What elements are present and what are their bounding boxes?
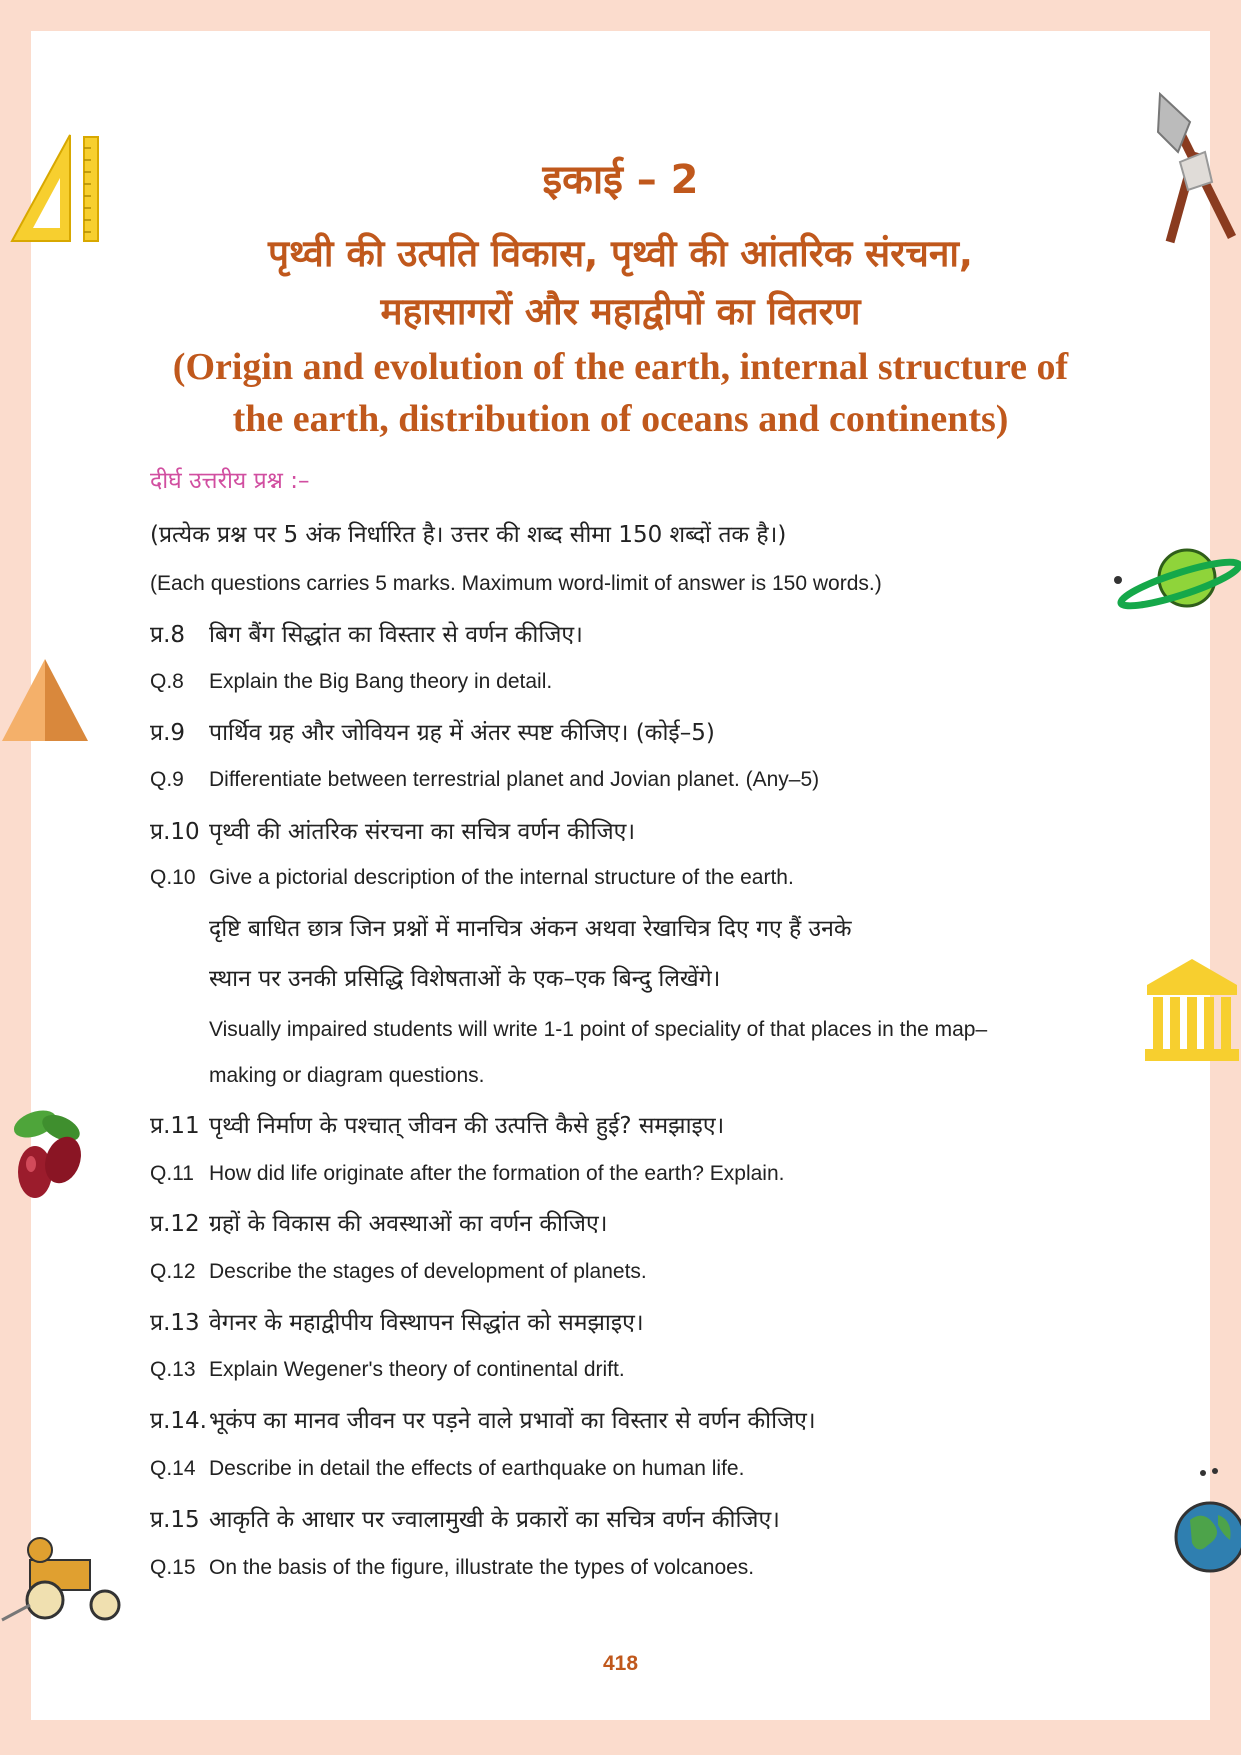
question-number: Q.9	[150, 768, 184, 791]
impaired-note-en-1: Visually impaired students will write 1-1 point of speciality of that places in the map–	[209, 1018, 988, 1041]
question-text: Give a pictorial description of the internal structure of the earth.	[209, 866, 794, 889]
question-en-9	[150, 768, 819, 792]
marks-note-hindi: (प्रत्येक प्रश्न पर 5 अंक निर्धारित है। उत्तर की शब्द सीमा 150 शब्दों तक है।)	[150, 522, 787, 548]
question-number: Q.12	[150, 1260, 196, 1283]
question-hi-10	[150, 814, 635, 846]
question-text: पृथ्वी की आंतरिक संरचना का सचित्र वर्णन कीजिए।	[209, 819, 636, 845]
question-text: बिग बैंग सिद्धांत का विस्तार से वर्णन कीजिए।	[209, 622, 583, 648]
question-en-14	[150, 1457, 744, 1481]
question-number: प्र.9	[150, 720, 186, 746]
question-text: भूकंप का मानव जीवन पर पड़ने वाले प्रभावों का विस्तार से वर्णन कीजिए।	[209, 1408, 816, 1434]
question-text: Differentiate between terrestrial planet and Jovian planet. (Any–5)	[209, 768, 820, 791]
impaired-note-hi-2: स्थान पर उनकी प्रसिद्धि विशेषताओं के एक–एक बिन्दु लिखेंगे।	[209, 966, 721, 992]
impaired-note-en-2: making or diagram questions.	[209, 1064, 485, 1087]
question-en-10	[150, 866, 794, 890]
question-text: आकृति के आधार पर ज्वालामुखी के प्रकारों का सचित्र वर्णन कीजिए।	[209, 1507, 780, 1533]
question-hi-9	[150, 715, 715, 747]
question-hi-11	[150, 1108, 724, 1140]
question-number: प्र.13	[150, 1310, 200, 1336]
question-number: Q.13	[150, 1358, 196, 1381]
question-text: वेगनर के महाद्वीपीय विस्थापन सिद्धांत को समझाइए।	[209, 1310, 644, 1336]
english-title-line-2: the earth, distribution of oceans and continents)	[232, 398, 1009, 440]
earth-globe-icon	[1168, 1465, 1241, 1575]
temple-pillars-icon	[1143, 955, 1241, 1065]
question-number: प्र.10	[150, 819, 200, 845]
question-hi-12	[150, 1206, 607, 1238]
question-number: प्र.15	[150, 1507, 200, 1533]
question-text: On the basis of the figure, illustrate the types of volcanoes.	[209, 1556, 755, 1579]
question-text: पार्थिव ग्रह और जोवियन ग्रह में अंतर स्पष्ट कीजिए। (कोई–5)	[209, 720, 715, 746]
question-hi-13	[150, 1305, 644, 1337]
unit-heading: इकाई – 2	[542, 157, 699, 203]
hindi-title-line-2: महासागरों और महाद्वीपों का वितरण	[380, 290, 861, 333]
question-number: Q.11	[150, 1162, 194, 1185]
question-number: प्र.12	[150, 1211, 200, 1237]
question-en-11	[150, 1162, 785, 1186]
question-text: Explain the Big Bang theory in detail.	[209, 670, 553, 693]
question-hi-8	[150, 617, 583, 649]
saturn-planet-icon	[1112, 540, 1241, 620]
beans-leaf-icon	[5, 1102, 90, 1207]
english-title-line-1: (Origin and evolution of the earth, internal structure of	[172, 346, 1069, 388]
question-number: Q.14	[150, 1457, 196, 1480]
question-text: पृथ्वी निर्माण के पश्चात् जीवन की उत्पत्ति कैसे हुई? समझाइए।	[209, 1113, 725, 1139]
question-en-13	[150, 1358, 625, 1382]
question-number: प्र.14.	[150, 1408, 207, 1434]
page-number: 418	[602, 1652, 639, 1675]
section-heading: दीर्घ उत्तरीय प्रश्न :–	[150, 468, 310, 494]
question-number: Q.8	[150, 670, 184, 693]
pyramid-icon	[0, 655, 90, 745]
question-number: प्र.8	[150, 622, 186, 648]
question-text: Describe the stages of development of planets.	[209, 1260, 647, 1283]
cart-icon	[0, 1530, 130, 1630]
question-number: प्र.11	[150, 1113, 200, 1139]
question-en-8	[150, 670, 552, 694]
question-hi-15	[150, 1502, 780, 1534]
question-en-15	[150, 1556, 754, 1580]
question-text: Explain Wegener's theory of continental drift.	[209, 1358, 625, 1381]
question-text: ग्रहों के विकास की अवस्थाओं का वर्णन कीजिए।	[209, 1211, 608, 1237]
question-hi-14	[150, 1403, 816, 1435]
question-en-12	[150, 1260, 647, 1284]
question-text: How did life originate after the formation of the earth? Explain.	[209, 1162, 785, 1185]
question-number: Q.15	[150, 1556, 196, 1579]
question-text: Describe in detail the effects of earthquake on human life.	[209, 1457, 745, 1480]
question-number: Q.10	[150, 866, 196, 889]
hindi-title-line-1: पृथ्वी की उत्पति विकास, पृथ्वी की आंतरिक संरचना,	[268, 232, 973, 275]
impaired-note-hi-1: दृष्टि बाधित छात्र जिन प्रश्नों में मानचित्र अंकन अथवा रेखाचित्र दिए गए हैं उनके	[209, 916, 852, 942]
marks-note-english: (Each questions carries 5 marks. Maximum word-limit of answer is 150 words.)	[150, 572, 882, 595]
